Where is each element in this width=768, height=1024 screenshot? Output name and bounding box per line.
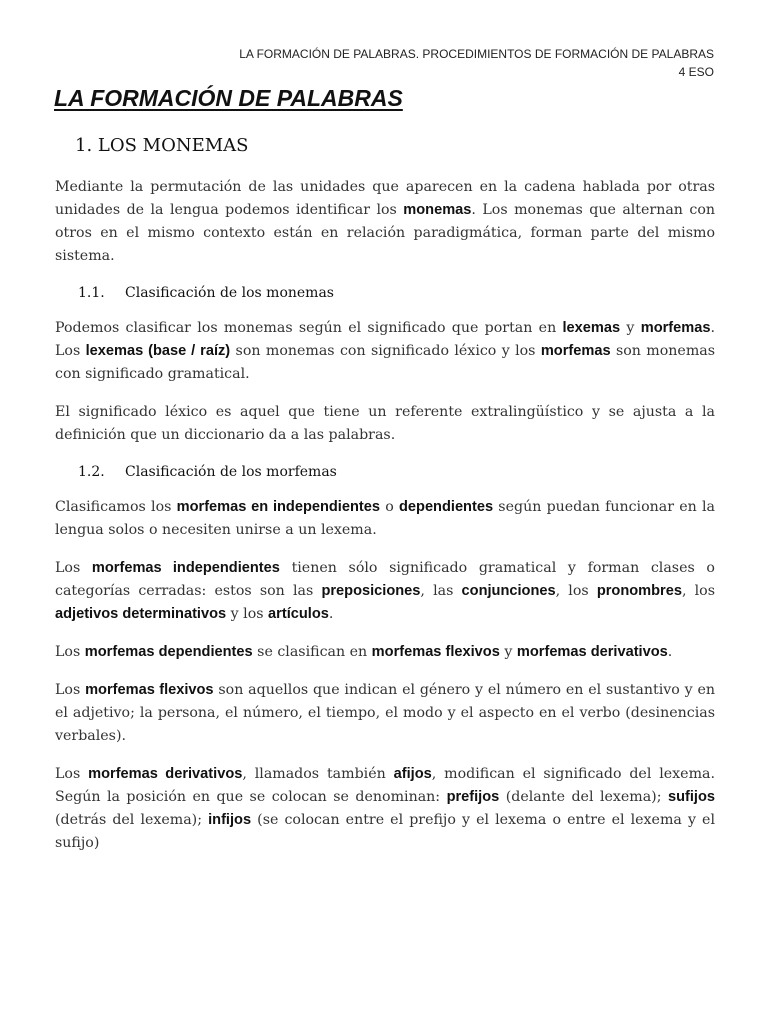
- text-run: . Los monemas que alternan con otros en el mismo contexto están en relación paradigmática, forman parte del mismo sistema.: [55, 202, 716, 264]
- subsection-number: 1.2.: [78, 464, 105, 480]
- bold-term: artículos: [268, 606, 329, 622]
- bold-term: lexemas (base / raíz): [85, 343, 231, 359]
- paragraph: [55, 317, 715, 386]
- bold-term: monemas: [403, 202, 472, 218]
- text-run: se clasifican en: [252, 644, 372, 660]
- text-run: , los: [555, 583, 597, 599]
- bold-term: infijos: [208, 812, 252, 828]
- bold-term: morfemas independientes: [91, 560, 280, 576]
- text-run: y los: [226, 606, 269, 622]
- paragraph: [55, 557, 715, 626]
- text-run: y: [499, 644, 517, 660]
- bold-term: morfemas derivativos: [88, 766, 243, 782]
- bold-term: morfemas flexivos: [371, 644, 500, 660]
- text-run: (detrás del lexema);: [55, 812, 209, 828]
- bold-term: conjunciones: [461, 583, 556, 599]
- text-run: , los: [681, 583, 716, 599]
- paragraph: [55, 176, 715, 268]
- document-body: [55, 176, 715, 870]
- text-run: El significado léxico es aquel que tiene un referente extralingüístico y se ajusta a la definición que un diccionario da a las palabras.: [55, 404, 715, 443]
- text-run: son monemas con significado gramatical.: [55, 343, 716, 382]
- bold-term: pronombres: [596, 583, 682, 599]
- bold-term: preposiciones: [321, 583, 421, 599]
- document-title: LA FORMACIÓN DE PALABRAS: [54, 85, 403, 111]
- text-run: , modifican el significado del lexema. Según la posición en que se colocan se denominan:: [55, 766, 715, 805]
- subsection-heading: [55, 283, 715, 303]
- bold-term: morfemas: [540, 343, 611, 359]
- text-run: (delante del lexema);: [499, 789, 668, 805]
- subsection-title: Clasificación de los monemas: [125, 285, 334, 301]
- bold-term: dependientes: [399, 499, 494, 515]
- text-run: Mediante la permutación de las unidades que aparecen en la cadena hablada por otras unidades de la lengua podemos identificar los: [55, 179, 715, 218]
- text-run: Clasificamos los: [55, 499, 177, 515]
- paragraph: [55, 641, 715, 664]
- text-run: . Los: [55, 320, 715, 359]
- section-heading: 1. LOS MONEMAS: [75, 135, 249, 156]
- text-run: , las: [420, 583, 462, 599]
- text-run: son monemas con significado léxico y los: [230, 343, 541, 359]
- page-header: [239, 45, 714, 81]
- text-run: .: [328, 606, 334, 622]
- bold-term: prefijos: [446, 789, 500, 805]
- paragraph: [55, 763, 715, 855]
- text-run: o: [380, 499, 399, 515]
- bold-term: morfemas flexivos: [85, 682, 214, 698]
- header-title: LA FORMACIÓN DE PALABRAS. PROCEDIMIENTOS DE FORMACIÓN DE PALABRAS: [239, 47, 714, 61]
- text-run: según puedan funcionar en la lengua solos o necesiten unirse a un lexema.: [55, 499, 715, 538]
- header-course: 4 ESO: [678, 65, 714, 79]
- subsection-number: 1.1.: [78, 285, 105, 301]
- bold-term: lexemas: [562, 320, 621, 336]
- text-run: son aquellos que indican el género y el número en el sustantivo y en el adjetivo; la persona, el número, el tiempo, el modo y el aspecto en el verbo (desinencias verbales).: [55, 682, 715, 744]
- text-run: Podemos clasificar los monemas según el significado que portan en: [55, 320, 563, 336]
- paragraph: [55, 679, 715, 748]
- bold-term: afijos: [393, 766, 432, 782]
- bold-term: adjetivos determinativos: [55, 606, 227, 622]
- paragraph: [55, 401, 715, 447]
- text-run: Los: [55, 560, 92, 576]
- bold-term: morfemas dependientes: [84, 644, 253, 660]
- subsection-title: Clasificación de los morfemas: [125, 464, 337, 480]
- text-run: .: [667, 644, 673, 660]
- bold-term: morfemas en independientes: [176, 499, 380, 515]
- text-run: Los: [55, 766, 89, 782]
- bold-term: morfemas derivativos: [516, 644, 668, 660]
- subsection-heading: [55, 462, 715, 482]
- paragraph: [55, 496, 715, 542]
- text-run: Los: [55, 644, 85, 660]
- text-run: tienen sólo significado gramatical y forman clases o categorías cerradas: estos son las: [55, 560, 715, 599]
- text-run: y: [620, 320, 641, 336]
- bold-term: sufijos: [667, 789, 716, 805]
- text-run: (se colocan entre el prefijo y el lexema o entre el lexema y el sufijo): [55, 812, 715, 851]
- bold-term: morfemas: [640, 320, 711, 336]
- text-run: , llamados también: [242, 766, 394, 782]
- text-run: Los: [55, 682, 86, 698]
